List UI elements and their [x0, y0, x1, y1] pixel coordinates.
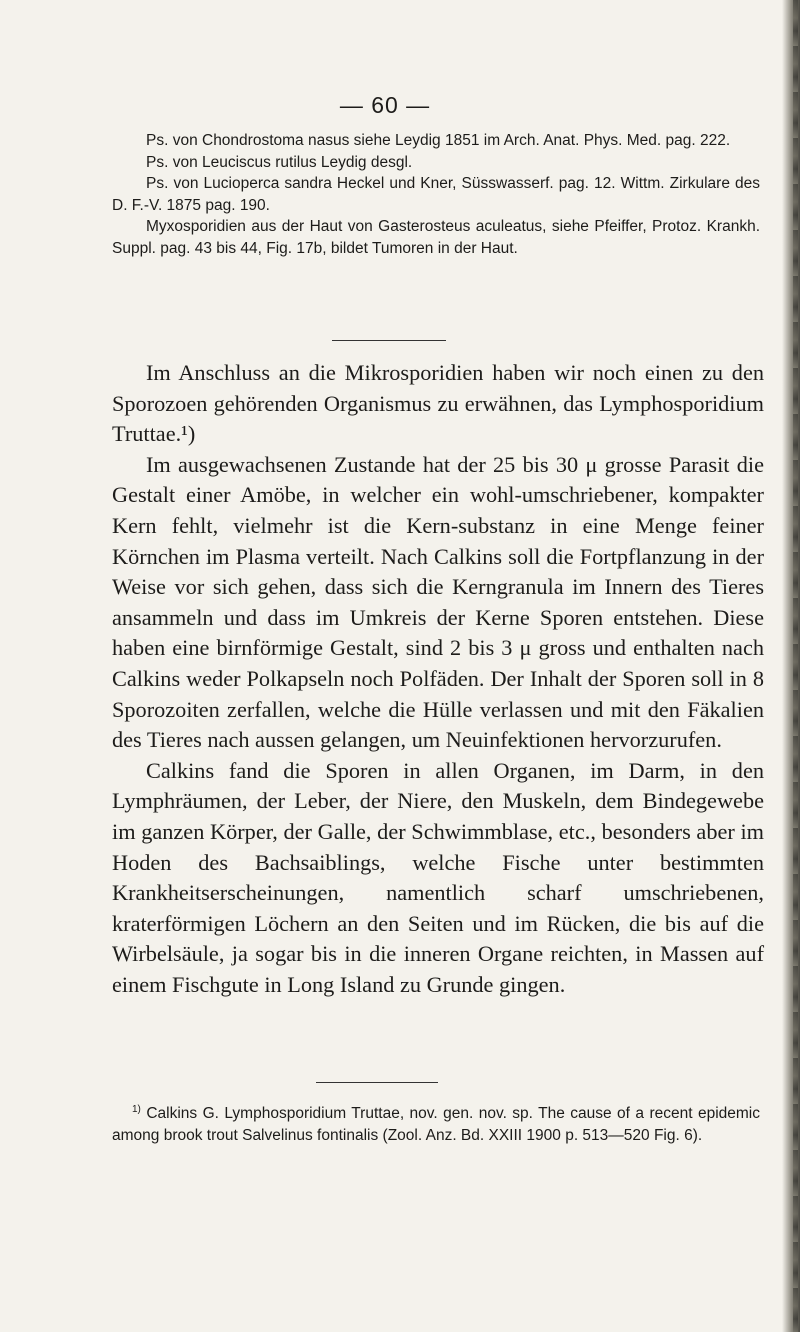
reference-item: Ps. von Leuciscus rutilus Leydig desgl.: [146, 153, 413, 171]
reference-item: Myxosporidien aus der Haut von Gasterosteus aculeatus, siehe Pfeiffer, Protoz. Krankh. Suppl. pag. 43 bis 44, Fig. 17b, bildet Tumoren in der Haut.: [112, 218, 760, 257]
body-paragraph: Calkins fand die Sporen in allen Organen, im Darm, in den Lymphräumen, der Leber, der Niere, den Muskeln, dem Bindegewebe im ganzen Körper, der Galle, der Schwimmblase, etc., besonders aber im Hoden des Bachsaiblings, welche Fische unter bestimmten Krankheitserscheinungen, namentlich scharf umschriebenen, kraterförmigen Löchern an den Seiten und im Rücken, die bis auf die Wirbelsäule, ja sogar bis in die inneren Organe reichten, in Massen auf einem Fischgute in Long Island zu Grunde gingen.: [112, 757, 764, 997]
section-divider: [332, 340, 446, 341]
body-paragraph: Im ausgewachsenen Zustande hat der 25 bis 30 μ grosse Parasit die Gestalt einer Amöbe, in welcher ein wohl-umschriebener, kompakter Kern fehlt, vielmehr ist die Kern-substanz in eine Menge feiner Körnchen im Plasma verteilt. Nach Calkins soll die Fortpflanzung in der Weise vor sich gehen, dass sich die Kerngranula im Innern des Tieres ansammeln und dass im Umkreis der Kerne Sporen entstehen. Diese haben eine birnförmige Gestalt, sind 2 bis 3 μ gross und enthalten nach Calkins weder Polkapseln noch Polfäden. Der Inhalt der Sporen soll in 8 Sporozoiten zerfallen, welche die Hülle verlassen und mit den Fäkalien des Tieres nach aussen gelangen, um Neuinfektionen hervorzurufen.: [112, 451, 764, 753]
reference-item: Ps. von Lucioperca sandra Heckel und Kner, Süsswasserf. pag. 12. Wittm. Zirkulare des D. F.-V. 1875 pag. 190.: [112, 175, 760, 214]
reference-item: Ps. von Chondrostoma nasus siehe Leydig 1851 im Arch. Anat. Phys. Med. pag. 222.: [146, 132, 731, 149]
reference-list: [112, 130, 760, 260]
footnote-text: Calkins G. Lymphosporidium Truttae, nov. gen. nov. sp. The cause of a recent epidemic among brook trout Salvelinus fontinalis (Zool. Anz. Bd. XXIII 1900 p. 513—520 Fig. 6).: [112, 1105, 760, 1145]
page-binding-edge: [793, 0, 798, 1332]
body-paragraph: Im Anschluss an die Mikrosporidien haben wir noch einen zu den Sporozoen gehörenden Organismus zu erwähnen, das Lymphosporidium Truttae.¹): [112, 360, 764, 447]
footnote-divider: [316, 1082, 438, 1083]
footnote-marker: 1): [132, 1104, 141, 1115]
page-number: — 60 —: [339, 92, 431, 118]
footnote-paragraph: [112, 1099, 760, 1147]
footnote: [112, 1099, 760, 1147]
body-text: [112, 358, 764, 1000]
